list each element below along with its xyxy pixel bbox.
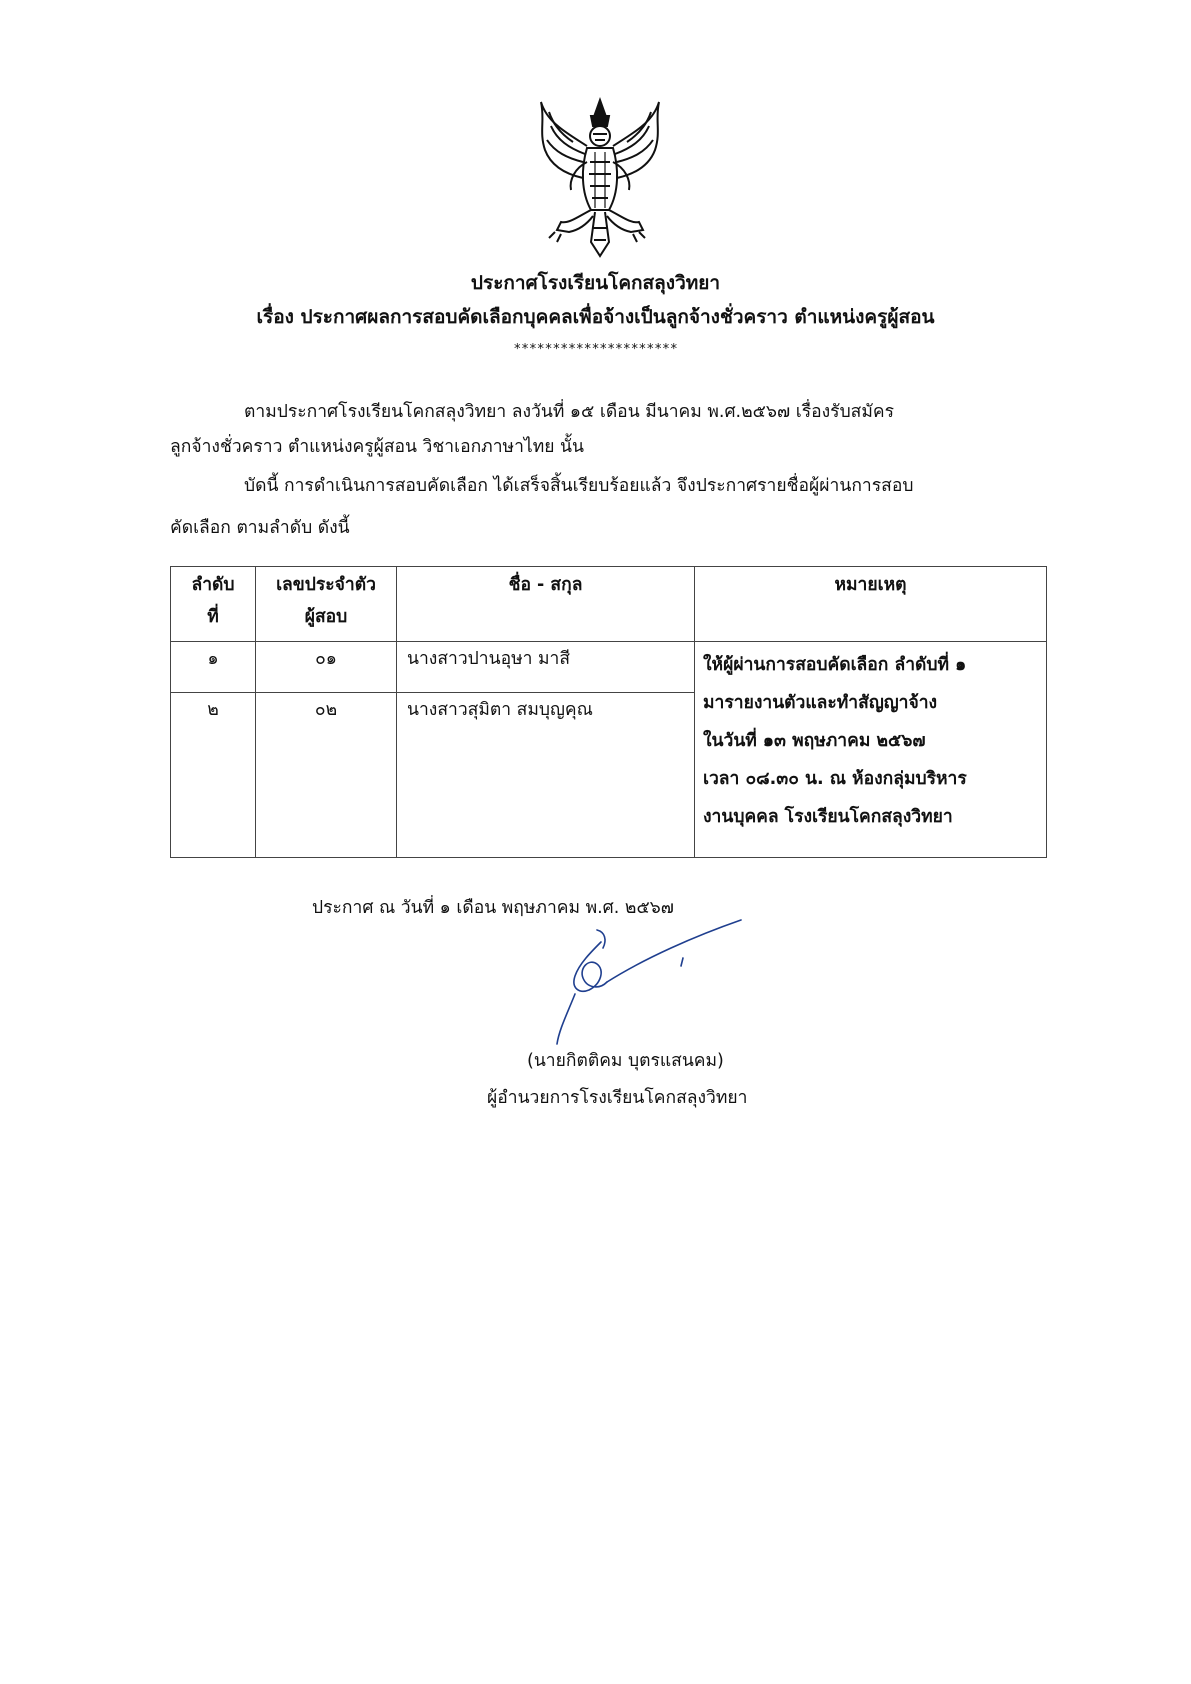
paragraph-2-line-1: บัดนี้ การดำเนินการสอบคัดเลือก ได้เสร็จสิ้นเรียบร้อยแล้ว จึงประกาศรายชื่อผู้ผ่านการสอบ bbox=[244, 476, 914, 496]
announcement-subject: เรื่อง ประกาศผลการสอบคัดเลือกบุคคลเพื่อจ้างเป็นลูกจ้างชั่วคราว ตำแหน่งครูผู้สอน bbox=[256, 306, 935, 328]
remark-line: งานบุคคล โรงเรียนโคกสลุงวิทยา bbox=[703, 807, 953, 827]
announcement-title: ประกาศโรงเรียนโคกสลุงวิทยา bbox=[470, 272, 721, 294]
signer-position: ผู้อำนวยการโรงเรียนโคกสลุงวิทยา bbox=[487, 1088, 748, 1108]
garuda-emblem-icon bbox=[535, 92, 665, 260]
title-separator: ********************* bbox=[513, 342, 678, 357]
remark-line: ให้ผู้ผ่านการสอบคัดเลือก ลำดับที่ ๑ bbox=[703, 655, 967, 675]
signer-name: (นายกิตติคม บุตรแสนคม) bbox=[527, 1051, 724, 1071]
paragraph-1-line-1: ตามประกาศโรงเรียนโคกสลุงวิทยา ลงวันที่ ๑๕ เดือน มีนาคม พ.ศ.๒๕๖๗ เรื่องรับสมัคร bbox=[244, 402, 894, 422]
header-id-line-2: ผู้สอบ bbox=[304, 607, 348, 627]
remark-line: มารายงานตัวและทำสัญญาจ้าง bbox=[703, 693, 938, 713]
header-order bbox=[171, 567, 256, 642]
announcement-date: ประกาศ ณ วันที่ ๑ เดือน พฤษภาคม พ.ศ. ๒๕๖๗ bbox=[312, 898, 674, 918]
remark-line: เวลา ๐๘.๓๐ น. ณ ห้องกลุ่มบริหาร bbox=[703, 769, 967, 789]
paragraph-1-line-2: ลูกจ้างชั่วคราว ตำแหน่งครูผู้สอน วิชาเอกภาษาไทย นั้น bbox=[170, 437, 584, 457]
header-candidate-id bbox=[256, 567, 397, 642]
remark-line: ในวันที่ ๑๓ พฤษภาคม ๒๕๖๗ bbox=[703, 731, 926, 751]
row-candidate-id: ๐๒ bbox=[256, 693, 397, 858]
header-remark: หมายเหตุ bbox=[695, 567, 1047, 642]
row-order: ๒ bbox=[171, 693, 256, 858]
header-id-line-1: เลขประจำตัว bbox=[276, 575, 376, 595]
paragraph-2-line-2: คัดเลือก ตามลำดับ ดังนี้ bbox=[170, 518, 350, 538]
header-order-line-1: ลำดับ bbox=[191, 575, 235, 595]
row-name: นางสาวปานอุษา มาสี bbox=[397, 642, 695, 693]
row-candidate-id: ๐๑ bbox=[256, 642, 397, 693]
row-name: นางสาวสุมิตา สมบุญคุณ bbox=[397, 693, 695, 858]
remark-cell bbox=[695, 642, 1047, 858]
header-order-line-2: ที่ bbox=[207, 607, 219, 627]
row-order: ๑ bbox=[171, 642, 256, 693]
table-header-row bbox=[171, 567, 1047, 642]
handwritten-signature bbox=[555, 918, 745, 1048]
table-row bbox=[171, 642, 1047, 693]
results-table bbox=[170, 566, 1047, 858]
header-name: ชื่อ - สกุล bbox=[397, 567, 695, 642]
